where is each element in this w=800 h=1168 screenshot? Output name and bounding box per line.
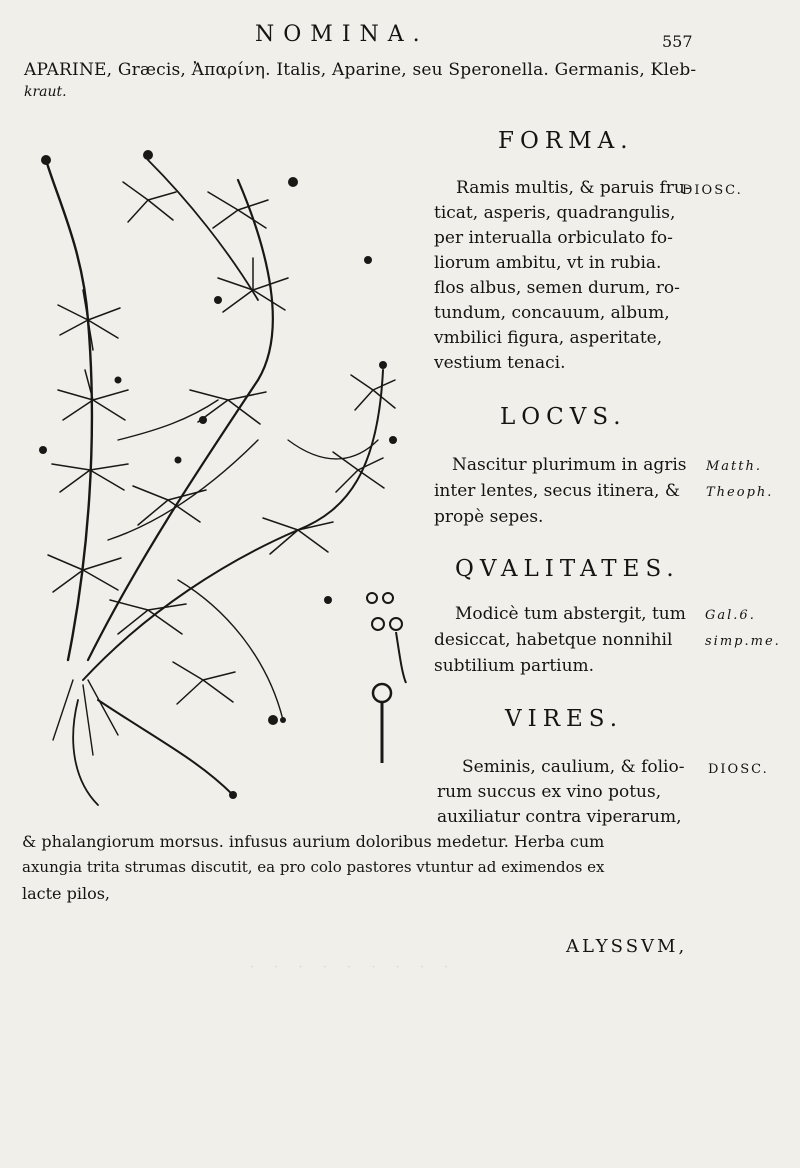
- forma-margin-ref: DIOSC.: [682, 183, 743, 198]
- qualitates-line-1: Modicè tum abstergit, tum: [455, 604, 686, 624]
- section-title-forma: FORMA.: [498, 128, 634, 154]
- names-line-2: kraut.: [24, 84, 67, 100]
- locus-line-3: propè sepes.: [434, 507, 544, 527]
- catchword: ALYSSVM,: [566, 936, 688, 957]
- forma-line-4: liorum ambitu, vt in rubia.: [434, 253, 662, 273]
- locus-line-2: inter lentes, secus itinera, &: [434, 481, 680, 501]
- forma-line-1: Ramis multis, & paruis fru-: [456, 178, 691, 198]
- vires-line-1: Seminis, caulium, & folio-: [462, 757, 685, 777]
- vires-margin-ref: DIOSC.: [708, 762, 769, 777]
- qualitates-margin-ref-1: Gal.6.: [705, 608, 756, 623]
- locus-margin-ref-1: Matth.: [706, 459, 763, 474]
- section-title-locus: LOCVS.: [500, 404, 627, 430]
- forma-line-8: vestium tenaci.: [434, 353, 566, 373]
- section-title-qualitates: QVALITATES.: [455, 556, 680, 582]
- locus-margin-ref-2: Theoph.: [706, 485, 774, 500]
- forma-line-7: vmbilici figura, asperitate,: [434, 328, 663, 348]
- page-number: 557: [662, 32, 693, 51]
- forma-line-6: tundum, concauum, album,: [434, 303, 670, 323]
- qualitates-line-2: desiccat, habetque nonnihil: [434, 630, 673, 650]
- header-title: NOMINA.: [255, 22, 429, 47]
- bleed-through-text: · · · · · · · · ·: [250, 960, 457, 975]
- vires-full-line-1: & phalangiorum morsus. infusus aurium doloribus medetur. Herba cum: [22, 832, 605, 851]
- vires-full-line-3: lacte pilos,: [22, 884, 111, 903]
- seed-detail-woodcut-icon: [362, 588, 422, 768]
- qualitates-margin-ref-2: simp.me.: [705, 634, 781, 649]
- vires-line-2: rum succus ex vino potus,: [437, 782, 662, 802]
- vires-line-3: auxiliatur contra viperarum,: [437, 807, 682, 827]
- forma-line-2: ticat, asperis, quadrangulis,: [434, 203, 676, 223]
- qualitates-line-3: subtilium partium.: [434, 656, 595, 676]
- vires-full-line-2: axungia trita strumas discutit, ea pro colo pastores vtuntur ad eximendos ex: [22, 858, 605, 876]
- names-line-1: APARINE, Græcis, Ἀπαρίνη. Italis, Aparine, seu Speronella. Germanis, Kleb-: [24, 60, 697, 80]
- section-title-vires: VIRES.: [505, 706, 624, 732]
- forma-line-5: flos albus, semen durum, ro-: [434, 278, 680, 298]
- aparine-plant-woodcut-icon: [28, 140, 418, 820]
- forma-line-3: per interualla orbiculato fo-: [434, 228, 673, 248]
- locus-line-1: Nascitur plurimum in agris: [452, 455, 687, 475]
